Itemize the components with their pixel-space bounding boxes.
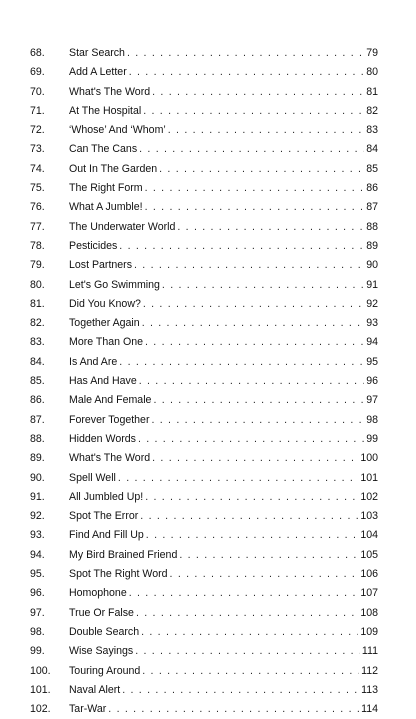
entry-title: Star Search (69, 47, 125, 59)
entry-page-number: 85 (366, 162, 378, 175)
entry-page-number: 107 (360, 587, 378, 600)
dot-leader (179, 546, 358, 565)
toc-entry (30, 411, 378, 430)
entry-page-number: 88 (366, 220, 378, 233)
toc-entry (30, 295, 378, 314)
entry-number: 95. (30, 568, 45, 581)
entry-title: Spot The Right Word (69, 568, 168, 581)
entry-number: 68. (30, 47, 45, 59)
entry-number: 80. (30, 278, 45, 291)
toc-entry (30, 469, 378, 488)
entry-page-number: 103 (360, 510, 378, 523)
entry-page-number: 92 (366, 297, 378, 310)
entry-title: Has And Have (69, 375, 137, 388)
entry-number: 100. (30, 664, 51, 677)
entry-title: Did You Know? (69, 297, 141, 310)
entry-title: Together Again (69, 317, 140, 330)
entry-title: Homophone (69, 587, 127, 600)
entry-number: 72. (30, 124, 45, 137)
entry-number: 84. (30, 355, 45, 368)
dot-leader (143, 102, 364, 121)
dot-leader (129, 584, 359, 603)
entry-title: Naval Alert (69, 683, 121, 696)
dot-leader (168, 121, 364, 140)
entry-page-number: 89 (366, 239, 378, 252)
entry-page-number: 84 (366, 143, 378, 156)
dot-leader (129, 63, 364, 82)
toc-entry (30, 546, 378, 565)
entry-page-number: 81 (366, 85, 378, 98)
entry-page-number: 106 (360, 568, 378, 581)
toc-entry (30, 623, 378, 642)
toc-entry (30, 662, 378, 681)
toc-entry (30, 353, 378, 372)
entry-page-number: 97 (366, 394, 378, 407)
toc-entry (30, 237, 378, 256)
toc-entry (30, 198, 378, 217)
toc-entry (30, 102, 378, 121)
dot-leader (145, 488, 358, 507)
toc-entry (30, 63, 378, 82)
toc-entry (30, 372, 378, 391)
entry-title: Forever Together (69, 413, 150, 426)
entry-number: 92. (30, 510, 45, 523)
entry-number: 88. (30, 432, 45, 445)
entry-number: 81. (30, 297, 45, 310)
entry-title: Out In The Garden (69, 162, 158, 175)
entry-page-number: 96 (366, 375, 378, 388)
dot-leader (152, 449, 358, 468)
toc-entry (30, 430, 378, 449)
toc-entry (30, 449, 378, 468)
table-of-contents (30, 44, 378, 719)
entry-page-number: 87 (366, 201, 378, 214)
entry-number: 101. (30, 683, 51, 696)
entry-number: 69. (30, 66, 45, 79)
entry-page-number: 98 (366, 413, 378, 426)
dot-leader (159, 160, 364, 179)
entry-title: My Bird Brained Friend (69, 548, 178, 561)
toc-entry (30, 526, 378, 545)
entry-title: Is And Are (69, 355, 118, 368)
toc-entry (30, 681, 378, 700)
entry-title: Tar-War (69, 703, 107, 716)
entry-number: 99. (30, 645, 45, 658)
entry-title: Can The Cans (69, 143, 138, 156)
toc-entry (30, 256, 378, 275)
entry-page-number: 90 (366, 259, 378, 272)
dot-leader (134, 256, 364, 275)
entry-number: 70. (30, 85, 45, 98)
entry-page-number: 95 (366, 355, 378, 368)
entry-page-number: 102 (360, 490, 378, 503)
dot-leader (118, 469, 358, 488)
dot-leader (119, 237, 364, 256)
entry-number: 76. (30, 201, 45, 214)
toc-entry (30, 700, 378, 719)
dot-leader (143, 295, 364, 314)
dot-leader (151, 411, 364, 430)
entry-page-number: 108 (360, 606, 378, 619)
dot-leader (145, 179, 365, 198)
toc-entry (30, 314, 378, 333)
entry-title: Spot The Error (69, 510, 139, 523)
toc-entry (30, 565, 378, 584)
entry-number: 77. (30, 220, 45, 233)
toc-entry (30, 642, 378, 661)
entry-page-number: 114 (361, 703, 378, 716)
entry-title: Find And Fill Up (69, 529, 144, 542)
toc-entry (30, 83, 378, 102)
toc-entry (30, 160, 378, 179)
entry-page-number: 86 (366, 182, 378, 195)
toc-entry (30, 276, 378, 295)
entry-number: 71. (30, 104, 45, 117)
entry-page-number: 79 (366, 47, 378, 59)
entry-number: 93. (30, 529, 45, 542)
entry-page-number: 105 (360, 548, 378, 561)
entry-title: Pesticides (69, 239, 118, 252)
entry-number: 85. (30, 375, 45, 388)
entry-number: 79. (30, 259, 45, 272)
entry-page-number: 113 (361, 683, 378, 696)
dot-leader (119, 353, 364, 372)
dot-leader (153, 391, 364, 410)
dot-leader (146, 526, 359, 545)
entry-title: Let's Go Swimming (69, 278, 160, 291)
dot-leader (108, 700, 359, 719)
entry-number: 74. (30, 162, 45, 175)
entry-title: At The Hospital (69, 104, 142, 117)
entry-title: True Or False (69, 606, 134, 619)
toc-entry (30, 140, 378, 159)
entry-title: Lost Partners (69, 259, 133, 272)
toc-entry (30, 179, 378, 198)
toc-entry (30, 507, 378, 526)
entry-page-number: 93 (366, 317, 378, 330)
dot-leader (145, 333, 364, 352)
entry-title: More Than One (69, 336, 144, 349)
entry-title: What A Jumble! (69, 201, 143, 214)
toc-entry (30, 584, 378, 603)
entry-title: Wise Sayings (69, 645, 134, 658)
entry-number: 75. (30, 182, 45, 195)
entry-title: Spell Well (69, 471, 116, 484)
entry-number: 97. (30, 606, 45, 619)
entry-page-number: 82 (366, 104, 378, 117)
entry-number: 91. (30, 490, 45, 503)
toc-entry (30, 488, 378, 507)
entry-title: Touring Around (69, 664, 141, 677)
dot-leader (162, 276, 364, 295)
entry-page-number: 80 (366, 66, 378, 79)
dot-leader (135, 642, 360, 661)
entry-number: 102. (30, 703, 51, 716)
dot-leader (140, 507, 358, 526)
entry-number: 73. (30, 143, 45, 156)
dot-leader (177, 218, 364, 237)
entry-number: 87. (30, 413, 45, 426)
toc-entry (30, 604, 378, 623)
entry-page-number: 99 (366, 432, 378, 445)
toc-entry (30, 218, 378, 237)
toc-entry (30, 333, 378, 352)
dot-leader (127, 44, 364, 63)
entry-title: What's The Word (69, 452, 151, 465)
dot-leader (142, 662, 359, 681)
entry-title: Male And Female (69, 394, 152, 407)
entry-page-number: 94 (366, 336, 378, 349)
entry-page-number: 101 (360, 471, 378, 484)
dot-leader (136, 604, 358, 623)
entry-number: 82. (30, 317, 45, 330)
entry-title: The Right Form (69, 182, 143, 195)
dot-leader (152, 83, 364, 102)
entry-number: 94. (30, 548, 45, 561)
entry-page-number: 83 (366, 124, 378, 137)
entry-page-number: 100 (360, 452, 378, 465)
dot-leader (142, 314, 365, 333)
entry-number: 78. (30, 239, 45, 252)
dot-leader (122, 681, 359, 700)
dot-leader (145, 198, 365, 217)
entry-title: The Underwater World (69, 220, 176, 233)
toc-entry (30, 391, 378, 410)
entry-title: ‘Whose’ And ‘Whom’ (69, 124, 166, 137)
entry-number: 96. (30, 587, 45, 600)
toc-entry (30, 44, 378, 63)
dot-leader (138, 430, 364, 449)
entry-page-number: 112 (361, 664, 378, 677)
entry-page-number: 104 (360, 529, 378, 542)
entry-number: 83. (30, 336, 45, 349)
entry-title: Hidden Words (69, 432, 136, 445)
entry-title: Double Search (69, 625, 140, 638)
entry-page-number: 91 (366, 278, 378, 291)
entry-number: 90. (30, 471, 45, 484)
entry-number: 86. (30, 394, 45, 407)
dot-leader (139, 372, 364, 391)
entry-number: 98. (30, 625, 45, 638)
entry-page-number: 109 (360, 625, 378, 638)
toc-entry (30, 121, 378, 140)
dot-leader (139, 140, 364, 159)
entry-number: 89. (30, 452, 45, 465)
entry-page-number: 111 (361, 645, 378, 658)
dot-leader (141, 623, 358, 642)
entry-title: Add A Letter (69, 66, 127, 79)
entry-title: All Jumbled Up! (69, 490, 144, 503)
dot-leader (170, 565, 359, 584)
entry-title: What's The Word (69, 85, 151, 98)
